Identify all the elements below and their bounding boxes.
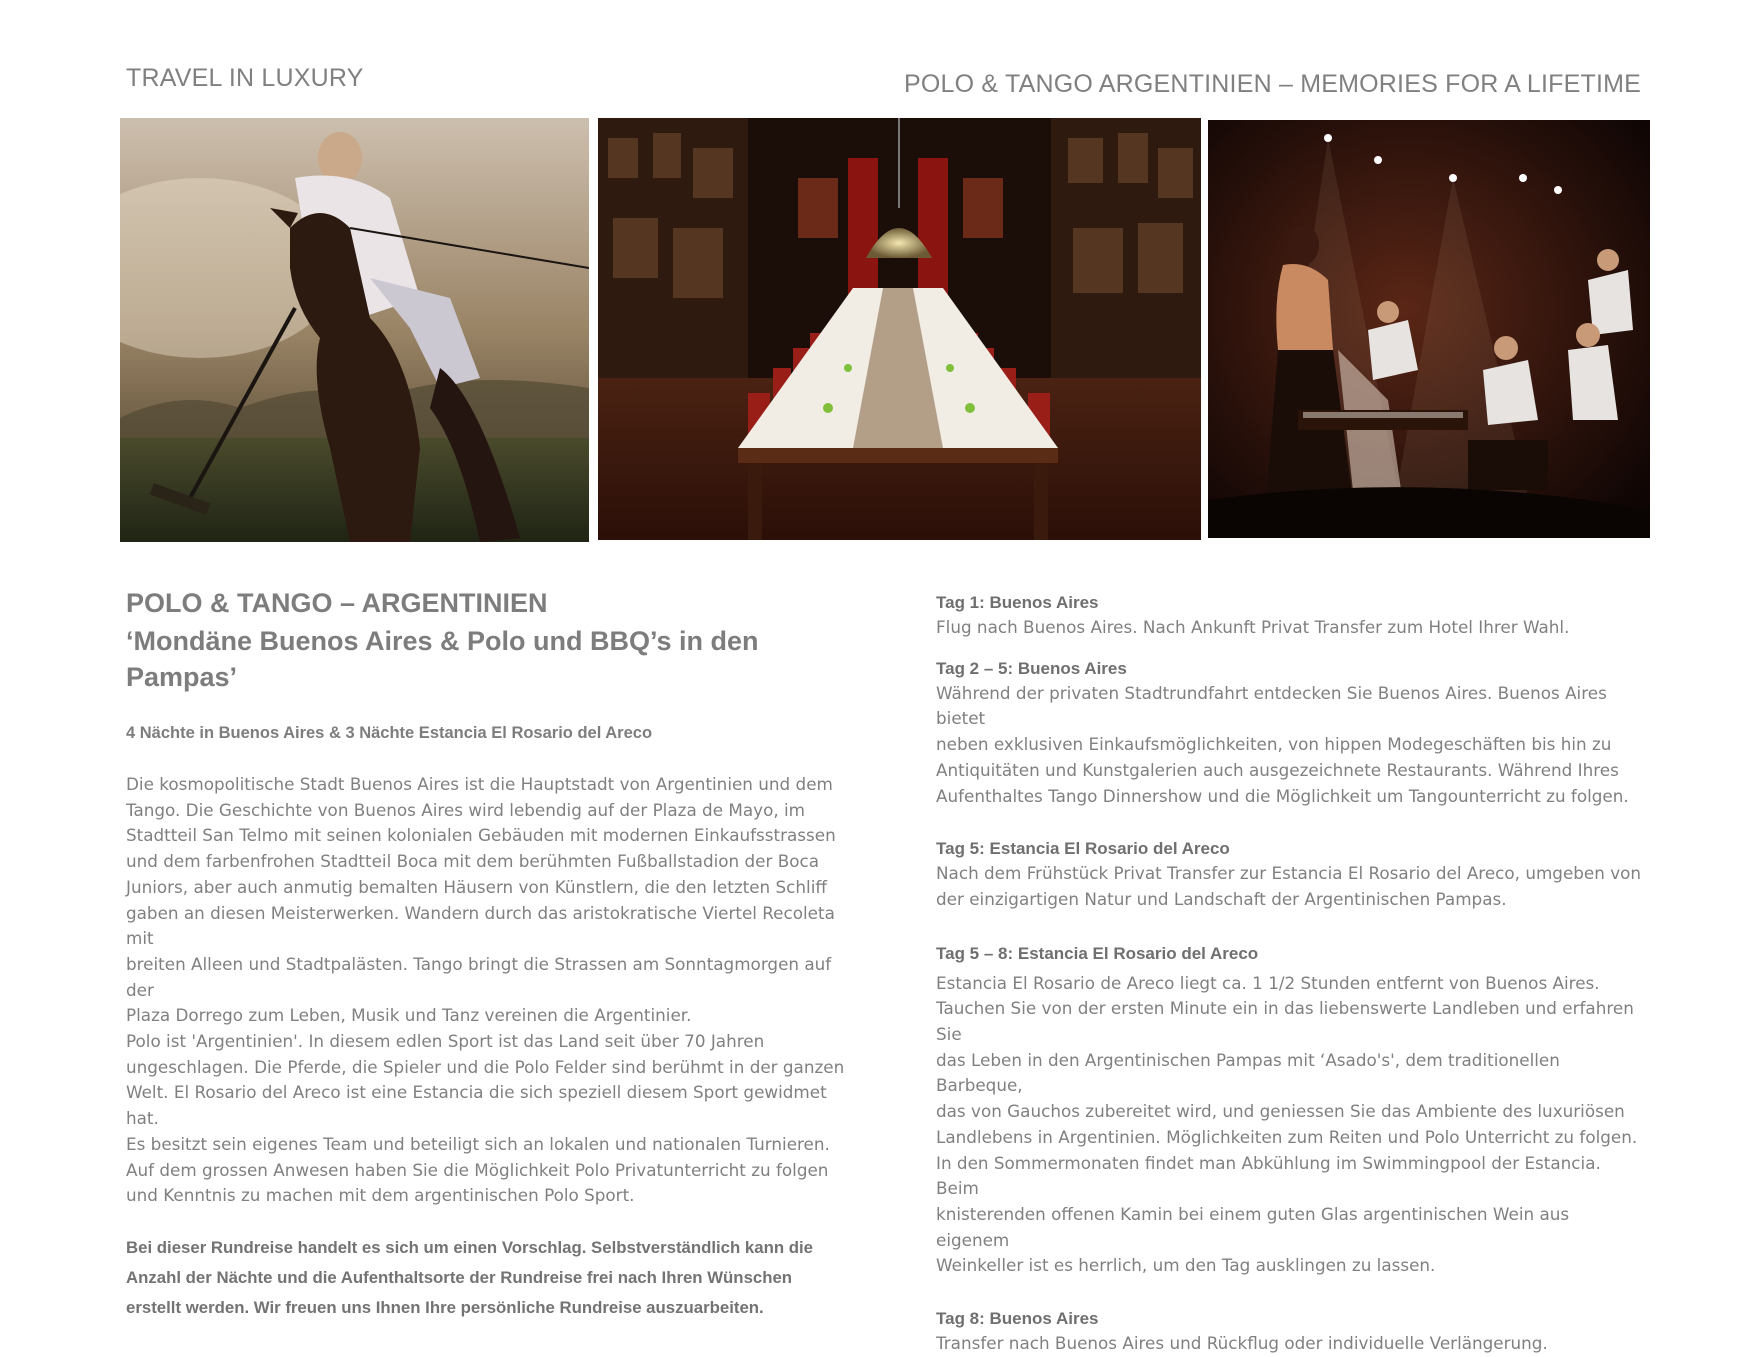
intro-paragraph: [126, 772, 846, 1209]
day-text: Estancia El Rosario de Areco liegt ca. 1 1/2 Stunden entfernt von Buenos Aires.: [936, 972, 1600, 993]
text-line: breiten Alleen und Stadtpalästen. Tango bringt die Strassen am Sonntagmorgen auf der: [126, 953, 832, 1000]
text-line: und Kenntnis zu machen mit dem argentinischen Polo Sport.: [126, 1185, 635, 1206]
day-text: Aufenthaltes Tango Dinnershow und die Möglichkeit um Tangounterricht zu folgen.: [936, 785, 1629, 806]
itinerary-day: [936, 942, 1646, 1279]
day-text: das von Gauchos zubereitet wird, und geniessen Sie das Ambiente des luxuriösen: [936, 1101, 1625, 1122]
day-text: der einzigartigen Natur und Landschaft der Argentinischen Pampas.: [936, 888, 1507, 909]
text-line: Es besitzt sein eigenes Team und beteiligt sich an lokalen und nationalen Turnieren.: [126, 1133, 830, 1154]
day-text: Landlebens in Argentinien. Möglichkeiten zum Reiten und Polo Unterricht zu folgen.: [936, 1126, 1638, 1147]
subtitle: ‘Mondäne Buenos Aires & Polo und BBQ’s in den Pampas’: [126, 626, 759, 692]
itinerary-day: [936, 591, 1646, 641]
text-line: Stadtteil San Telmo mit seinen kolonialen Gebäuden mit modernen Einkaufsstrassen: [126, 825, 836, 846]
main-title: POLO & TANGO – ARGENTINIEN: [126, 588, 548, 618]
itinerary-day: [936, 837, 1646, 912]
day-title: Tag 1: Buenos Aires: [936, 593, 1099, 612]
day-title: Tag 5: Estancia El Rosario del Areco: [936, 839, 1230, 859]
day-text: Transfer nach Buenos Aires und Rückflug oder individuelle Verlängerung.: [936, 1333, 1548, 1354]
day-text: Flug nach Buenos Aires. Nach Ankunft Privat Transfer zum Hotel Ihrer Wahl.: [936, 617, 1570, 637]
day-text: In den Sommermonaten findet man Abkühlung im Swimmingpool der Estancia. Beim: [936, 1152, 1601, 1199]
text-line: Tango. Die Geschichte von Buenos Aires wird lebendig auf der Plaza de Mayo, im: [126, 799, 806, 820]
itinerary-day: [936, 657, 1646, 810]
text-line: Die kosmopolitische Stadt Buenos Aires ist die Hauptstadt von Argentinien und dem: [126, 774, 833, 794]
text-line: gaben an diesen Meisterwerken. Wandern durch das aristokratische Viertel Recoleta mit: [126, 902, 835, 949]
tango-show-photo: [1208, 120, 1650, 538]
text-line: Auf dem grossen Anwesen haben Sie die Möglichkeit Polo Privatunterricht zu folgen: [126, 1159, 829, 1180]
day-title: Tag 8: Buenos Aires: [936, 1309, 1099, 1329]
text-line: Polo ist 'Argentinien'. In diesem edlen Sport ist das Land seit über 70 Jahren: [126, 1031, 765, 1052]
day-text: Tauchen Sie von der ersten Minute ein in das liebenswerte Landleben und erfahren Sie: [936, 998, 1634, 1045]
day-text: das Leben in den Argentinischen Pampas mit ‘Asado's', dem traditionellen Barbeque,: [936, 1049, 1560, 1096]
closing-note: [126, 1233, 846, 1323]
text-line: Anzahl der Nächte und die Aufenthaltsorte der Rundreise frei nach Ihren Wünschen: [126, 1267, 793, 1287]
intro-section: [126, 585, 846, 1323]
text-line: Welt. El Rosario del Areco ist eine Estancia die sich speziell diesem Sport gewidmet hat.: [126, 1082, 827, 1129]
day-title: Tag 2 – 5: Buenos Aires: [936, 658, 1127, 678]
text-line: Juniors, aber auch anmutig bemalten Häusern von Künstlern, die den letzten Schliff: [126, 876, 827, 897]
day-text: Nach dem Frühstück Privat Transfer zur Estancia El Rosario del Areco, umgeben von: [936, 863, 1642, 884]
text-line: und dem farbenfrohen Stadtteil Boca mit dem berühmten Fußballstadion der Boca: [126, 851, 819, 872]
nights-summary: 4 Nächte in Buenos Aires & 3 Nächte Estancia El Rosario del Areco: [126, 724, 653, 742]
dining-hall-photo: [598, 118, 1201, 540]
brand-title: TRAVEL IN LUXURY: [126, 64, 364, 92]
text-line: erstellt werden. Wir freuen uns Ihnen Ihre persönliche Rundreise auszuarbeiten.: [126, 1297, 764, 1317]
page-tagline: POLO & TANGO ARGENTINIEN – MEMORIES FOR A LIFETIME: [904, 70, 1641, 98]
day-text: Weinkeller ist es herrlich, um den Tag ausklingen zu lassen.: [936, 1255, 1436, 1276]
day-title: Tag 5 – 8: Estancia El Rosario del Areco: [936, 943, 1259, 963]
day-text: knisterenden offenen Kamin bei einem guten Glas argentinischen Wein aus eigenem: [936, 1203, 1570, 1250]
text-line: Bei dieser Rundreise handelt es sich um einen Vorschlag. Selbstverständlich kann die: [126, 1237, 814, 1257]
text-line: ungeschlagen. Die Pferde, die Spieler und die Polo Felder sind berühmt in der ganzen: [126, 1056, 845, 1077]
day-text: Antiquitäten und Kunstgalerien auch ausgezeichnete Restaurants. Während Ihres: [936, 759, 1619, 780]
itinerary-day: [936, 1307, 1646, 1357]
polo-rider-photo: [120, 118, 589, 542]
day-text: neben exklusiven Einkaufsmöglichkeiten, von hippen Modegeschäften bis hin zu: [936, 734, 1612, 755]
day-text: Während der privaten Stadtrundfahrt entdecken Sie Buenos Aires. Buenos Aires bietet: [936, 682, 1607, 729]
itinerary: [936, 591, 1646, 1357]
text-line: Plaza Dorrego zum Leben, Musik und Tanz vereinen die Argentinier.: [126, 1005, 692, 1026]
